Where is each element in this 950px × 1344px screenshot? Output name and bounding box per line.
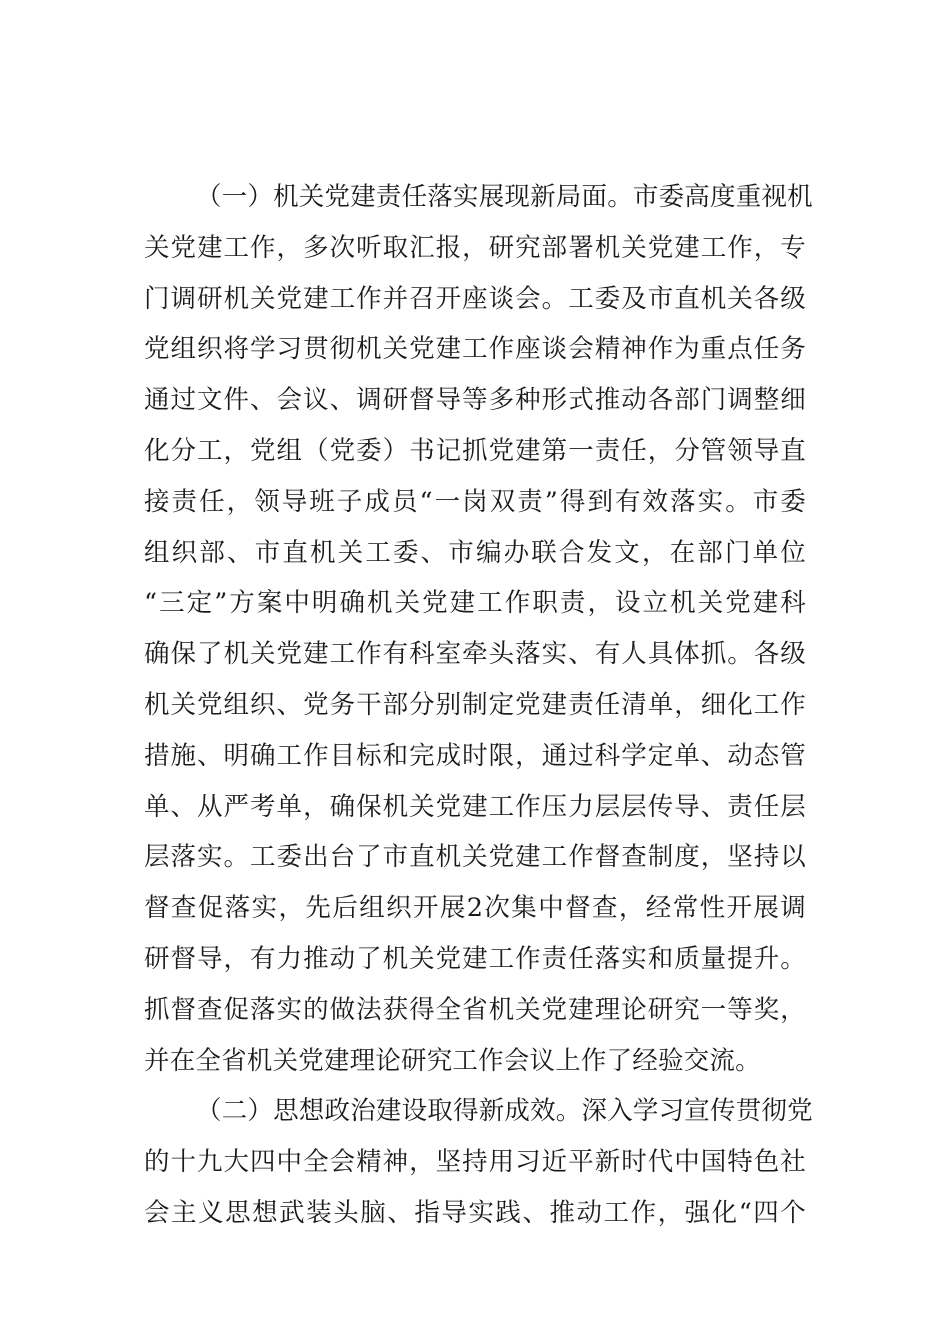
paragraph-line: 关党建工作，多次听取汇报，研究部署机关党建工作，专 (144, 232, 806, 263)
paragraph-line: 通过文件、会议、调研督导等多种形式推动各部门调整细 (144, 385, 806, 416)
paragraph-line: （一）机关党建责任落实展现新局面。市委高度重视机 (196, 182, 813, 212)
paragraph-line: 机关党组织、党务干部分别制定党建责任清单，细化工作 (144, 689, 806, 720)
paragraph-line: 督查促落实，先后组织开展2次集中督查，经常性开展调 (144, 893, 806, 924)
paragraph-line: 门调研机关党建工作并召开座谈会。工委及市直机关各级 (144, 283, 806, 314)
paragraph-line: 党组织将学习贯彻机关党建工作座谈会精神作为重点任务 (144, 334, 806, 365)
paragraph-2 (144, 1086, 813, 1238)
body-text (144, 172, 813, 1239)
paragraph-line: 化分工，党组（党委）书记抓党建第一责任，分管领导直 (144, 435, 806, 466)
paragraph-line: 确保了机关党建工作有科室牵头落实、有人具体抓。各级 (144, 639, 806, 670)
paragraph-line: 抓督查促落实的做法获得全省机关党建理论研究一等奖， (144, 994, 806, 1025)
paragraph-1 (144, 172, 813, 1086)
paragraph-line: 单、从严考单，确保机关党建工作压力层层传导、责任层 (144, 791, 806, 822)
paragraph-line: “三定”方案中明确机关党建工作职责，设立机关党建科 (144, 588, 806, 619)
paragraph-line: 的十九大四中全会精神，坚持用习近平新时代中国特色社 (144, 1147, 806, 1178)
paragraph-line: 并在全省机关党建理论研究工作会议上作了经验交流。 (144, 1045, 761, 1076)
paragraph-line: 接责任，领导班子成员“一岗双责”得到有效落实。市委 (144, 486, 806, 517)
paragraph-line: 会主义思想武装头脑、指导实践、推动工作，强化“四个 (144, 1197, 806, 1228)
paragraph-line: 措施、明确工作目标和完成时限，通过科学定单、动态管 (144, 740, 806, 771)
paragraph-line: 层落实。工委出台了市直机关党建工作督查制度，坚持以 (144, 842, 806, 873)
paragraph-line: （二）思想政治建设取得新成效。深入学习宣传贯彻党 (196, 1096, 813, 1127)
paragraph-line: 组织部、市直机关工委、市编办联合发文，在部门单位 (144, 537, 806, 568)
paragraph-line: 研督导，有力推动了机关党建工作责任落实和质量提升。 (144, 943, 806, 974)
